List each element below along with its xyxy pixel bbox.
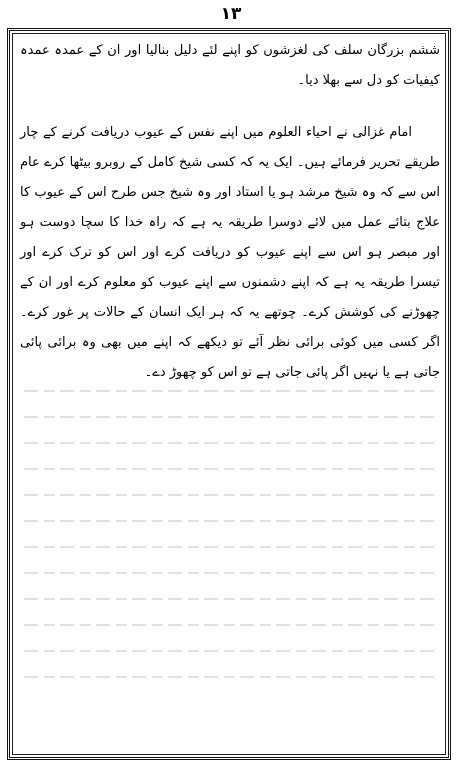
page-body [20,36,440,388]
page-number: ۱۳ [220,4,242,24]
paragraph-1: ششم بزرگان سلف کی لغزشوں کو اپنے لئے دلیل بنالیا اور ان کے عمدہ عمدہ کیفیات کو دل سے بھلا دیا۔ [20,43,440,88]
paragraph-2: امام غزالی نے احیاء العلوم میں اپنے نفس کے عیوب دریافت کرنے کے چار طریقے تحریر فرمائے ہیں۔ ایک یہ کہ کسی شیخ کامل کے روبرو بیٹھا کرے عام اس سے کہ وہ شیخ مرشد ہو یا استاد اور وہ شیخ جس طرح اس کے عیوب کا علاج بتائے عمل میں لائے دوسرا طریقہ یہ ہے کہ راہ خدا کا سچا دوست ہو اور مبصر ہو اس سے اپنے عیوب کو دریافت کرے اور اس کو ترک کرے اور تیسرا طریقہ یہ ہے کہ اپنے دشمنوں سے اپنے عیوب کو معلوم کرے اور ان کے چھوڑنے کی کوشش کرے۔ چوتھے یہ کہ ہر ایک انسان کے حالات پر غور کرے۔ اگر کسی میں کوئی برائی نظر آئے تو دیکھے کہ اپنے میں بھی وہ برائی پائی جاتی ہے یا نہیں اگر پائی جاتی ہے تو اس کو چھوڑ دے۔ [20,125,440,380]
